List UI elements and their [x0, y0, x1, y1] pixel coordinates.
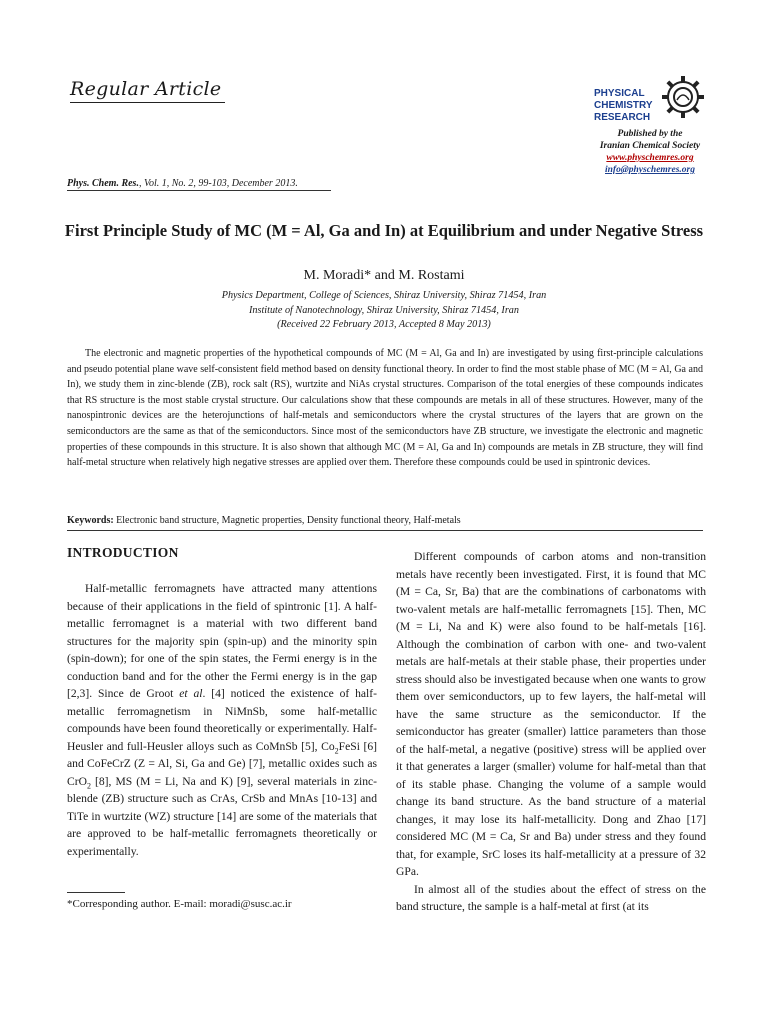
logo-line-1: PHYSICAL: [594, 88, 645, 99]
logo-line-2: CHEMISTRY: [594, 100, 653, 111]
intro-paragraph-1: [67, 580, 377, 860]
keywords-list: Electronic band structure, Magnetic properties, Density functional theory, Half-metals: [113, 515, 461, 526]
journal-abbrev: Phys. Chem. Res.: [67, 178, 139, 189]
keywords-label: Keywords:: [67, 515, 114, 526]
text-run: FeSi [6] and CoFeCrZ (Z = Al, Si, Ga and Ge) [7], metallic oxides such as CrO: [67, 739, 377, 788]
corresponding-author-footnote: *Corresponding author. E-mail: moradi@susc.ac.ir: [67, 898, 292, 910]
gear-emblem-icon: [660, 74, 706, 120]
journal-logo: [594, 72, 706, 132]
citation-rule: [67, 190, 331, 191]
authors: M. Moradi* and M. Rostami: [303, 268, 465, 283]
text-run: Half-metallic ferromagnets have attracted many attentions because of their applications in the field of spintronic [1]. A half-metallic ferromagnet is a material with two different band structures for the majority spin (spin-up) and the minority spin (spin-down); for one of the spin states, the Fermi energy is in the conduction band and for the other the Fermi energy is in the gap [2,3]. Since de Groot: [67, 582, 377, 700]
et-al: et al: [179, 687, 203, 700]
affiliation-1: Physics Department, College of Sciences, Shiraz University, Shiraz 71454, Iran: [221, 290, 547, 301]
society-name: Iranian Chemical Society: [599, 141, 701, 151]
keywords-line: [67, 515, 461, 526]
intro-paragraph-3: In almost all of the studies about the effect of stress on the band structure, the sample is a half-metal at first (at its: [396, 882, 706, 913]
introduction-heading: INTRODUCTION: [67, 545, 179, 560]
affiliation-2: Institute of Nanotechnology, Shiraz University, Shiraz 71454, Iran: [249, 305, 519, 316]
text-run: [8], MS (M = Li, Na and K) [9], several materials in zinc-blende (ZB) structure such as CrAs, CrSb and MnAs [10-13] and TiTe in wurtzite (WZ) structure [14] are some of the materials that are approved to be half-metallic ferromagnets theoretically or experimentally.: [67, 774, 377, 858]
keywords-rule: [67, 530, 703, 531]
email-link[interactable]: info@physchemres.org: [605, 165, 695, 175]
article-type-label: Regular Article: [70, 78, 222, 100]
left-column: [67, 580, 377, 860]
publisher-block: [560, 128, 740, 176]
subscript: 2: [334, 745, 339, 755]
text-run: . [4] noticed the existence of half-metallic ferromagnetism in NiMnSb, some half-metallic compounds have been found theoretically or experimentally. Half-Heusler and full-Heusler alloys such as CoMnSb [5], Co: [67, 687, 377, 753]
paper-title: First Principle Study of MC (M = Al, Ga and In) at Equilibrium and under Negative Stress: [64, 221, 704, 240]
website-link[interactable]: www.physchemres.org: [606, 153, 694, 163]
received-dates: (Received 22 February 2013, Accepted 8 May 2013): [277, 319, 491, 330]
footnote-rule: [67, 892, 125, 893]
citation-details: , Vol. 1, No. 2, 99-103, December 2013.: [138, 178, 298, 189]
journal-logo-text: [594, 88, 653, 124]
intro-paragraph-2: Different compounds of carbon atoms and non-transition metals have recently been investigated. First, it is found that MC (M = Ca, Sr, Ba) that are the combinations of carbonatoms with two-valent metals are half-metallic ferromagnets [15]. Then, MC (M = Li, Na and K) were also found to be half-metals [16]. Although the combination of carbon with one- and two-valent metals are half-metals at their stable phase, their properties under stress should also be investigated because when one wants to grow them over semiconductors, up to few layers, the half-metal will have the same structure as the semiconductor. If the semiconductor has greater (smaller) lattice parameters than those of the half-metal, a negative (positive) stress will be applied over it that generates a larger (smaller) volume for half-metal than that of its stable phase. Changing the volume of a sample would change its band structure. As the band structure of a material changes, it may lose its half-metallicity. Dong and Zhao [17] considered MC (M = Ca, Sr and Ba) under stress and they found that, for example, SrC loses its half-metallicity at a pressure of 32 GPa.: [396, 550, 706, 878]
right-column: [396, 548, 706, 916]
logo-line-3: RESEARCH: [594, 112, 651, 123]
subscript: 2: [86, 780, 91, 790]
citation-line: [67, 178, 298, 189]
abstract: The electronic and magnetic properties of the hypothetical compounds of MC (M = Al, Ga and In) are investigated by using first-principle calculations and pseudo potential plane wave self-consistent field method based on density functional theory. In order to find the most stable phase of MC (M = Al, Ga and In), we study them in zinc-blende (ZB), rock salt (RS), wurtzite and NiAs crystal structures. Comparison of the total energies of these compounds indicates that RS structure is the most stable crystal structure. Our calculations show that these compounds are metals in all of these structures. However, many of the nanospintronic devices are the heterojunctions of half-metals and semiconductors where the crystal structures of the layers that are grown on the semiconductors are the same as that of the semiconductors. Since most of the semiconductors have ZB structure, we investigate the electronic and magnetic properties of these compounds in this structure. It is also shown that although MC (M = Al, Ga and In) compounds are metals in ZB structure, they will find half-metal structure when relatively high negative stresses are applied over them. Therefore these compounds could be used in spintronic devices.: [67, 348, 703, 469]
published-by-text: Published by the: [617, 129, 683, 139]
